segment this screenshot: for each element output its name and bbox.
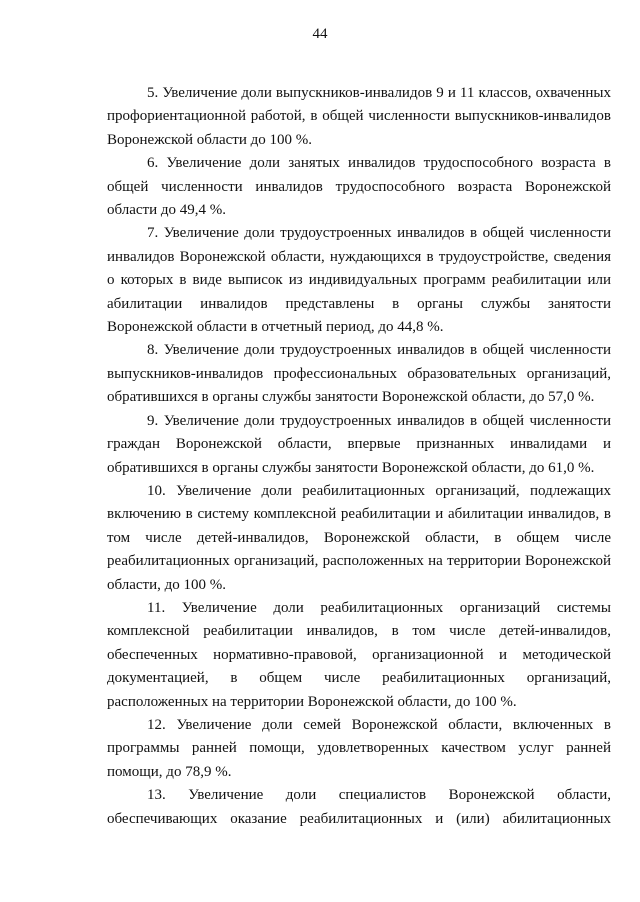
paragraph-item-5: 5. Увеличение доли выпускников-инвалидов 9 и 11 классов, охваченных профориентационной работой, в общей численности выпускников-инвалидов Воронежской области до 100 %.: [107, 85, 611, 148]
document-body: [107, 82, 611, 831]
paragraph-item-12: 12. Увеличение доли семей Воронежской области, включенных в программы ранней помощи, удовлетворенных качеством услуг ранней помощи, до 78,9 %.: [107, 716, 611, 780]
paragraph-item-7: 7. Увеличение доли трудоустроенных инвалидов в общей численности инвалидов Воронежской области, нуждающихся в трудоустройстве, сведения о которых в виде выписок из индивидуальных программ реабилитации или абилитации инвалидов представлены в органы службы занятости Воронежской области в отчетный период, до 44,8 %.: [107, 225, 611, 336]
paragraph-item-10: 10. Увеличение доли реабилитационных организаций, подлежащих включению в систему комплексной реабилитации и абилитации инвалидов, в том числе детей-инвалидов, Воронежской области, в общем числе реабилитационных организаций, расположенных на территории Воронежской области, до 100 %.: [107, 482, 611, 593]
paragraph-item-13: 13. Увеличение доли специалистов Воронежской области, обеспечивающих оказание реабилитационных и (или) абилитационных: [107, 787, 611, 827]
paragraph-item-8: 8. Увеличение доли трудоустроенных инвалидов в общей численности выпускников-инвалидов профессиональных образовательных организаций, обратившихся в органы службы занятости Воронежской области, до 57,0 %.: [107, 342, 611, 406]
paragraph-item-6: 6. Увеличение доли занятых инвалидов трудоспособного возраста в общей численности инвалидов трудоспособного возраста Воронежской области до 49,4 %.: [107, 155, 611, 219]
paragraph-item-9: 9. Увеличение доли трудоустроенных инвалидов в общей численности граждан Воронежской области, впервые признанных инвалидами и обратившихся в органы службы занятости Воронежской области, до 61,0 %.: [107, 412, 611, 476]
page-number: 44: [312, 26, 328, 42]
paragraph-item-11: 11. Увеличение доли реабилитационных организаций системы комплексной реабилитации инвалидов, в том числе детей-инвалидов, обеспеченных нормативно-правовой, организационной и методической документацией, в общем числе реабилитационных организаций, расположенных на территории Воронежской области, до 100 %.: [107, 599, 611, 710]
